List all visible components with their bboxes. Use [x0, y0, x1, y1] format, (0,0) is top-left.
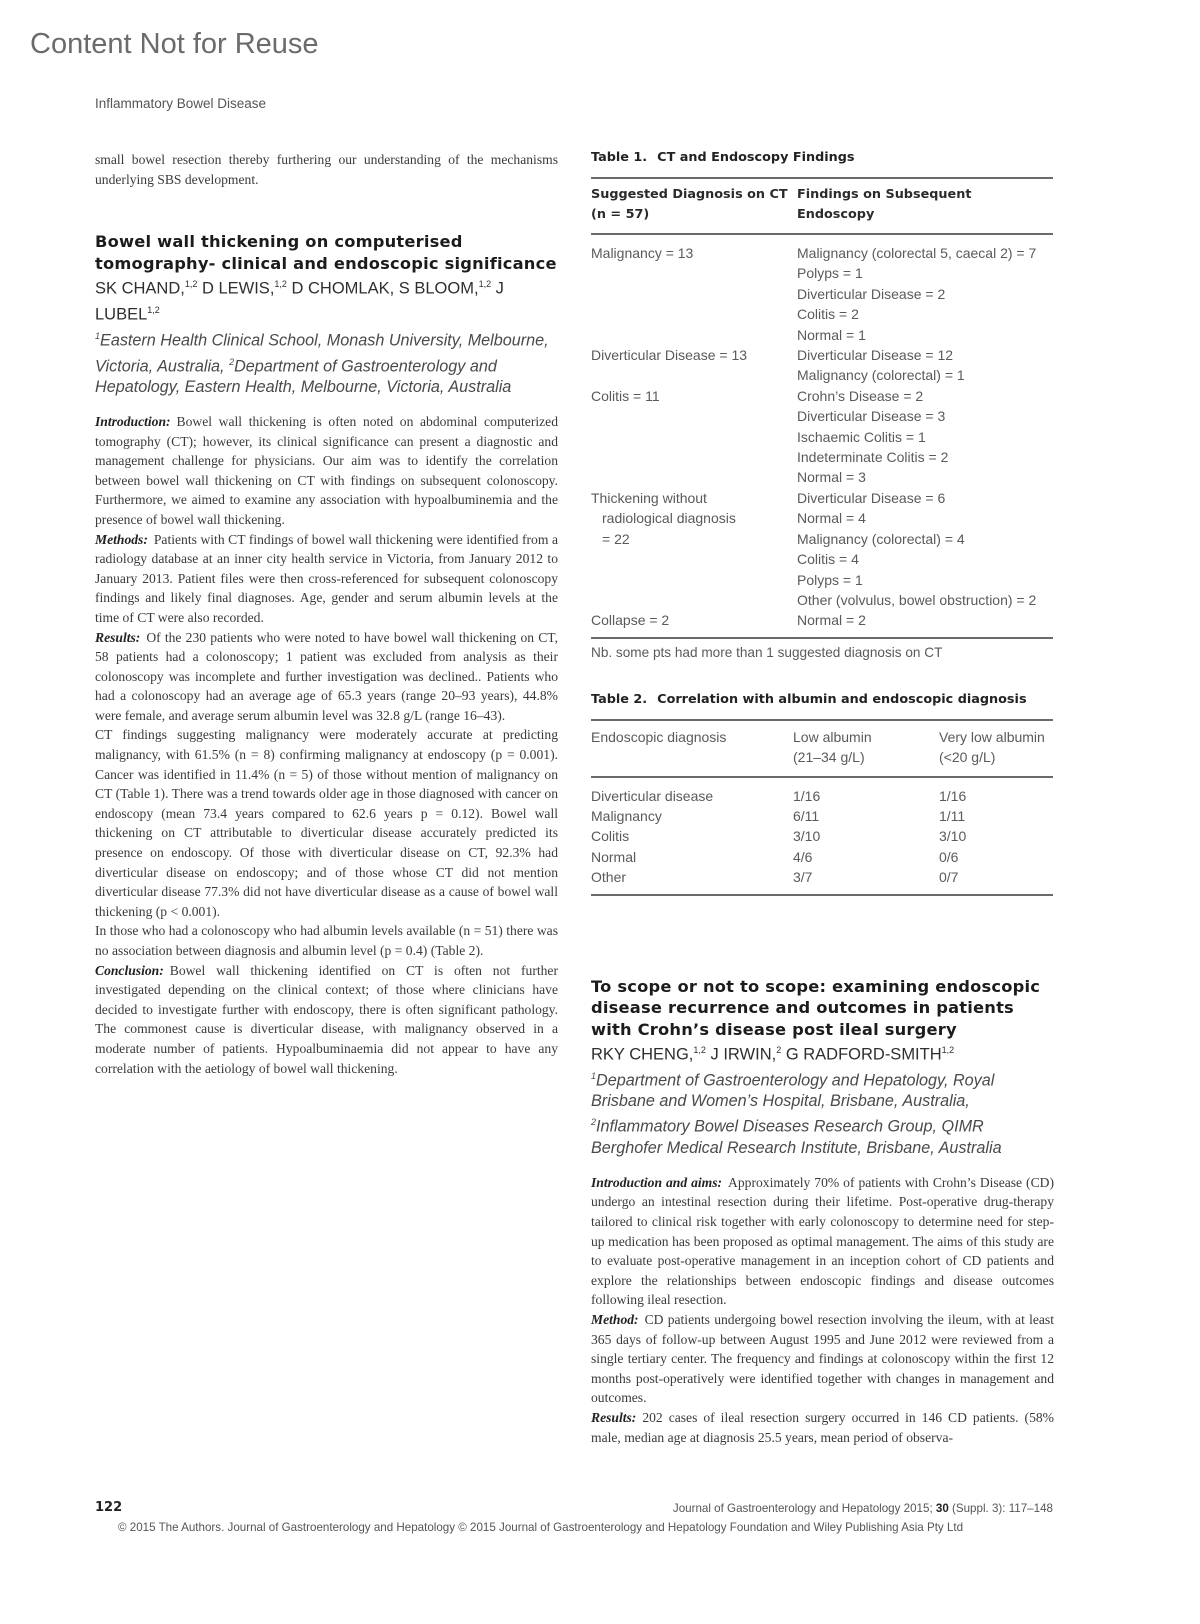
table-2-number: Table 2. — [591, 691, 648, 707]
table-1-grid — [591, 177, 1053, 639]
endoscopy-finding-line: Normal = 1 — [797, 326, 866, 343]
abstract-title: Bowel wall thickening on computerised tomography- clinical and endoscopic significance — [95, 232, 557, 273]
section-label: Introduction and aims: — [591, 1174, 723, 1190]
author-name: RKY CHENG, — [591, 1045, 694, 1064]
endoscopy-findings-cell — [797, 345, 1053, 386]
ct-diagnosis-line: radiological diagnosis — [602, 510, 736, 527]
affiliation-text: Department of Gastroenterology and Hepatology, Eastern Health, Melbourne, Victoria, Australia — [95, 356, 512, 396]
table-2-cell: 0/6 — [939, 848, 959, 865]
ct-diagnosis-cell — [591, 234, 797, 345]
table-row — [591, 826, 1053, 846]
abstract-paragraph — [95, 725, 558, 921]
table-2-header — [591, 720, 793, 777]
page-number: 122 — [95, 1500, 123, 1515]
abstract-paragraph — [95, 530, 558, 628]
running-head: Inflammatory Bowel Disease — [95, 96, 267, 111]
table-row — [591, 806, 1053, 826]
section-label: Results: — [95, 629, 141, 645]
abstract-paragraph — [591, 1173, 1054, 1310]
endoscopy-finding-line: Polyps = 1 — [797, 265, 863, 282]
abstract-paragraph — [591, 1408, 1054, 1447]
abstract-authors-2 — [591, 1040, 1054, 1066]
table-2-cell: Colitis — [591, 828, 630, 845]
abstract-authors — [95, 274, 558, 326]
section-text: Patients with CT findings of bowel wall thickening were identified from a radiology database at an inner city health service in Victoria, from January 2012 to January 2013. Patient files were then cross-referenced for subsequent colonoscopy findings and likely final diagnoses. Age, gender and serum albumin levels at the time of CT were also recorded. — [95, 531, 558, 625]
table-1-number: Table 1. — [591, 150, 648, 165]
ct-diagnosis-cell — [591, 488, 797, 610]
endoscopy-finding-line: Colitis = 2 — [797, 306, 859, 323]
author-affiliation-mark: 1,2 — [941, 1045, 955, 1056]
table-row — [591, 847, 1053, 867]
table-2-cell: Malignancy — [591, 807, 662, 824]
table-2-title: Correlation with albumin and endoscopic diagnosis — [657, 691, 1027, 707]
table-1 — [591, 150, 1054, 660]
table-2-caption — [591, 692, 1054, 707]
ct-diagnosis-cell — [591, 610, 797, 637]
abstract-affiliations-2 — [591, 1066, 1054, 1159]
table-2-cell: 1/11 — [939, 807, 966, 824]
copyright-notice: © 2015 The Authors. Journal of Gastroenterology and Hepatology © 2015 Journal of Gastroenterology and Hepatology Foundation and Wiley Publishing Asia Pty Ltd — [118, 1521, 964, 1534]
section-label: Method: — [591, 1312, 639, 1327]
abstract-affiliations — [95, 326, 558, 398]
section-text: CT findings suggesting malignancy were moderately accurate at predicting malignancy, with 61.5% (n = 8) confirming malignancy at endoscopy (p = 0.001). Cancer was identified in 11.4% (n = 5) of those without mention of malignancy on CT (Table 1). There was a trend towards older age in those diagnosed with cancer on endoscopy (mean 73.4 years compared to 62.6 years p = 0.12). Bowel wall thickening on CT attributable to diverticular disease accurately predicted its presence on endoscopy. Of those with diverticular disease on CT, 92.3% had diverticular disease on endoscopy; and of those whose CT did not mention diverticular disease 77.3% did not have diverticular disease as a cause of bowel wall thickening (p < 0.001). — [95, 727, 558, 919]
section-text: Bowel wall thickening is often noted on abdominal computerized tomography (CT); however, its clinical significance can present a diagnostic and management challenge for physicians. Our aim was to identify the correlation between bowel wall thickening on CT with findings on subsequent colonoscopy. Furthermore, we aimed to examine any association with hypoalbuminemia and the presence of bowel wall thickening. — [95, 413, 558, 527]
affiliation-mark: 2 — [229, 356, 235, 367]
affiliation-text: Inflammatory Bowel Diseases Research Group, QIMR Berghofer Medical Research Institute, Brisbane, Australia — [591, 1117, 1002, 1157]
journal-volume: 30 — [935, 1502, 949, 1515]
table-2-cell: 4/6 — [793, 848, 813, 865]
abstract-paragraph — [95, 628, 558, 726]
ct-diagnosis-line: Collapse = 2 — [591, 612, 670, 629]
ct-diagnosis-line: Diverticular Disease = 13 — [591, 347, 748, 364]
journal-pages: (Suppl. 3): 117–148 — [948, 1502, 1053, 1515]
table-2-header — [793, 720, 939, 777]
section-text: Approximately 70% of patients with Crohn’s Disease (CD) undergo an intestinal resection during their lifetime. Post-operative drug-therapy tailored to clinical risk together with early colonoscopy to determine need for step-up medication has been proposed as optimal management. The aims of this study are to evaluate post-operative management in an inception cohort of CD patients and explore the relationships between endoscopic findings and disease outcomes following ileal resection. — [591, 1174, 1054, 1308]
table-1-header-ct: Suggested Diagnosis on CT (n = 57) — [591, 187, 788, 222]
endoscopy-finding-line: Ischaemic Colitis = 1 — [797, 428, 926, 445]
table-2-header-line: (21–34 g/L) — [793, 749, 865, 766]
table-2-cell: 1/16 — [939, 787, 967, 804]
endoscopy-finding-line: Malignancy (colorectal 5, caecal 2) = 7 — [797, 245, 1037, 261]
table-row — [591, 234, 1053, 345]
affiliation-mark: 2 — [591, 1117, 597, 1128]
table-row — [591, 345, 1053, 386]
table-2-cell: 6/11 — [793, 807, 820, 824]
author-affiliation-mark: 1,2 — [693, 1045, 706, 1056]
table-2-cell: Normal — [591, 848, 637, 865]
section-text: In those who had a colonoscopy who had albumin levels available (n = 51) there was no association between diagnosis and albumin level (p = 0.4) (Table 2). — [95, 923, 558, 958]
author-affiliation-mark: 1,2 — [184, 279, 198, 290]
table-row — [591, 777, 1053, 806]
endoscopy-finding-line: Normal = 4 — [797, 510, 866, 527]
endoscopy-finding-line: Colitis = 4 — [797, 551, 859, 568]
author-name: J IRWIN, — [710, 1045, 777, 1064]
author-name: J LUBEL — [95, 279, 504, 324]
author-affiliation-mark: 1,2 — [147, 305, 160, 316]
abstract-paragraph — [591, 1310, 1054, 1408]
table-1-header-endoscopy: Findings on Subsequent Endoscopy — [797, 187, 972, 222]
section-text: CD patients undergoing bowel resection involving the ileum, with at least 365 days of follow-up between August 1995 and June 2012 were reviewed from a single tertiary center. The frequency and findings at colonoscopy within the first 12 months post-operatively were identified together with changes in management and outcomes. — [591, 1312, 1054, 1406]
author-name: SK CHAND, — [95, 279, 185, 298]
author-affiliation-mark: 1,2 — [478, 279, 492, 290]
table-row — [591, 488, 1053, 610]
endoscopy-finding-line: Diverticular Disease = 3 — [797, 408, 946, 425]
journal-name: Journal of Gastroenterology and Hepatology 2015; — [672, 1502, 936, 1515]
section-label: Introduction: — [95, 413, 171, 429]
section-text: Of the 230 patients who were noted to have bowel wall thickening on CT, 58 patients had a colonoscopy; 1 patient was excluded from analysis as their colonoscopy was incomplete and further investigation was declined.. Patients who had a colonoscopy had an average age of 65.3 years (range 20–93 years), 44.8% were female, and average serum albumin level was 32.8 g/L (range 16–43). — [95, 629, 558, 723]
abstract-paragraph — [95, 412, 558, 530]
endoscopy-findings-cell — [797, 386, 1053, 488]
watermark: Content Not for Reuse — [30, 28, 319, 60]
table-2-header — [939, 720, 1053, 777]
table-2-header-line: (<20 g/L) — [939, 749, 996, 766]
endoscopy-findings-cell — [797, 488, 1053, 610]
author-name: D LEWIS, — [201, 279, 275, 298]
continuation-text: small bowel resection thereby furthering our understanding of the mechanisms underlying SBS development. — [95, 152, 558, 187]
table-1-note: Nb. some pts had more than 1 suggested diagnosis on CT — [591, 644, 943, 660]
table-row — [591, 610, 1053, 637]
journal-citation — [673, 1502, 1053, 1515]
endoscopy-findings-cell — [797, 234, 1053, 345]
abstract-body-2 — [591, 1173, 1054, 1447]
endoscopy-finding-line: Diverticular Disease = 12 — [797, 347, 954, 364]
ct-diagnosis-line: Colitis = 11 — [591, 387, 660, 404]
table-2-grid — [591, 719, 1053, 896]
table-2-header-line: Very low albumin — [939, 728, 1045, 745]
section-text: Bowel wall thickening identified on CT is often not further investigated depending on the clinical context; of those where clinicians have decided to investigate further with endoscopy, there is often significant pathology. The commonest cause is diverticular disease, with malignancy observed in a moderate number of patients. Hypoalbuminaemia did not appear to have any correlation with the aetiology of bowel wall thickening. — [95, 962, 558, 1076]
section-label: Results: — [591, 1409, 637, 1425]
endoscopy-finding-line: Normal = 2 — [797, 612, 866, 629]
endoscopy-finding-line: Diverticular Disease = 2 — [797, 285, 946, 302]
table-2-header-line: Endoscopic diagnosis — [591, 728, 727, 745]
section-label: Methods: — [95, 531, 148, 547]
affiliation-text: Department of Gastroenterology and Hepatology, Royal Brisbane and Women’s Hospital, Brisbane, Australia, — [591, 1071, 995, 1111]
abstract-title-2: To scope or not to scope: examining endoscopic disease recurrence and outcomes in patients with Crohn’s disease post ileal surgery — [591, 976, 1041, 1039]
abstract-paragraph — [95, 961, 558, 1079]
endoscopy-finding-line: Indeterminate Colitis = 2 — [797, 449, 949, 466]
abstract-body — [95, 412, 558, 1078]
endoscopy-finding-line: Crohn’s Disease = 2 — [797, 387, 924, 404]
author-affiliation-mark: 1,2 — [274, 279, 287, 290]
table-1-title: CT and Endoscopy Findings — [657, 150, 855, 165]
endoscopy-finding-line: Polyps = 1 — [797, 571, 863, 588]
table-row — [591, 867, 1053, 894]
endoscopy-finding-line: Malignancy (colorectal) = 4 — [797, 530, 965, 547]
table-2-cell: Diverticular disease — [591, 787, 714, 804]
left-column — [95, 150, 558, 1078]
right-column — [591, 150, 1054, 1447]
abstract-paragraph — [95, 921, 558, 960]
table-2-cell: 3/10 — [793, 828, 821, 845]
table-1-caption — [591, 150, 1054, 165]
ct-diagnosis-line: Malignancy = 13 — [591, 245, 694, 261]
endoscopy-finding-line: Other (volvulus, bowel obstruction) = 2 — [797, 591, 1037, 608]
affiliation-mark: 1 — [591, 1071, 597, 1082]
table-2-header-line: Low albumin — [793, 728, 872, 745]
author-name: D CHOMLAK, S BLOOM, — [291, 279, 479, 298]
table-2-cell: 3/10 — [939, 828, 967, 845]
table-2-cell: 1/16 — [793, 787, 821, 804]
table-row — [591, 386, 1053, 488]
table-2-cell: 0/7 — [939, 869, 959, 886]
table-2 — [591, 692, 1054, 896]
affiliation-text: Eastern Health Clinical School, Monash University, Melbourne, Victoria, Australia, — [95, 331, 549, 375]
section-label: Conclusion: — [95, 962, 164, 978]
table-2-cell: 3/7 — [793, 869, 813, 886]
affiliation-mark: 1 — [95, 331, 101, 342]
endoscopy-finding-line: Malignancy (colorectal) = 1 — [797, 367, 965, 384]
endoscopy-finding-line: Diverticular Disease = 6 — [797, 489, 946, 506]
author-affiliation-mark: 2 — [776, 1045, 782, 1056]
ct-diagnosis-line: = 22 — [602, 530, 630, 547]
ct-diagnosis-cell — [591, 345, 797, 386]
endoscopy-findings-cell — [797, 610, 1053, 637]
table-2-cell: Other — [591, 869, 627, 886]
ct-diagnosis-line: Thickening without — [591, 489, 707, 506]
author-name: G RADFORD-SMITH — [785, 1045, 942, 1064]
endoscopy-finding-line: Normal = 3 — [797, 469, 866, 486]
ct-diagnosis-cell — [591, 386, 797, 488]
section-text: 202 cases of ileal resection surgery occurred in 146 CD patients. (58% male, median age at diagnosis 25.5 years, mean period of observa- — [591, 1409, 1054, 1445]
